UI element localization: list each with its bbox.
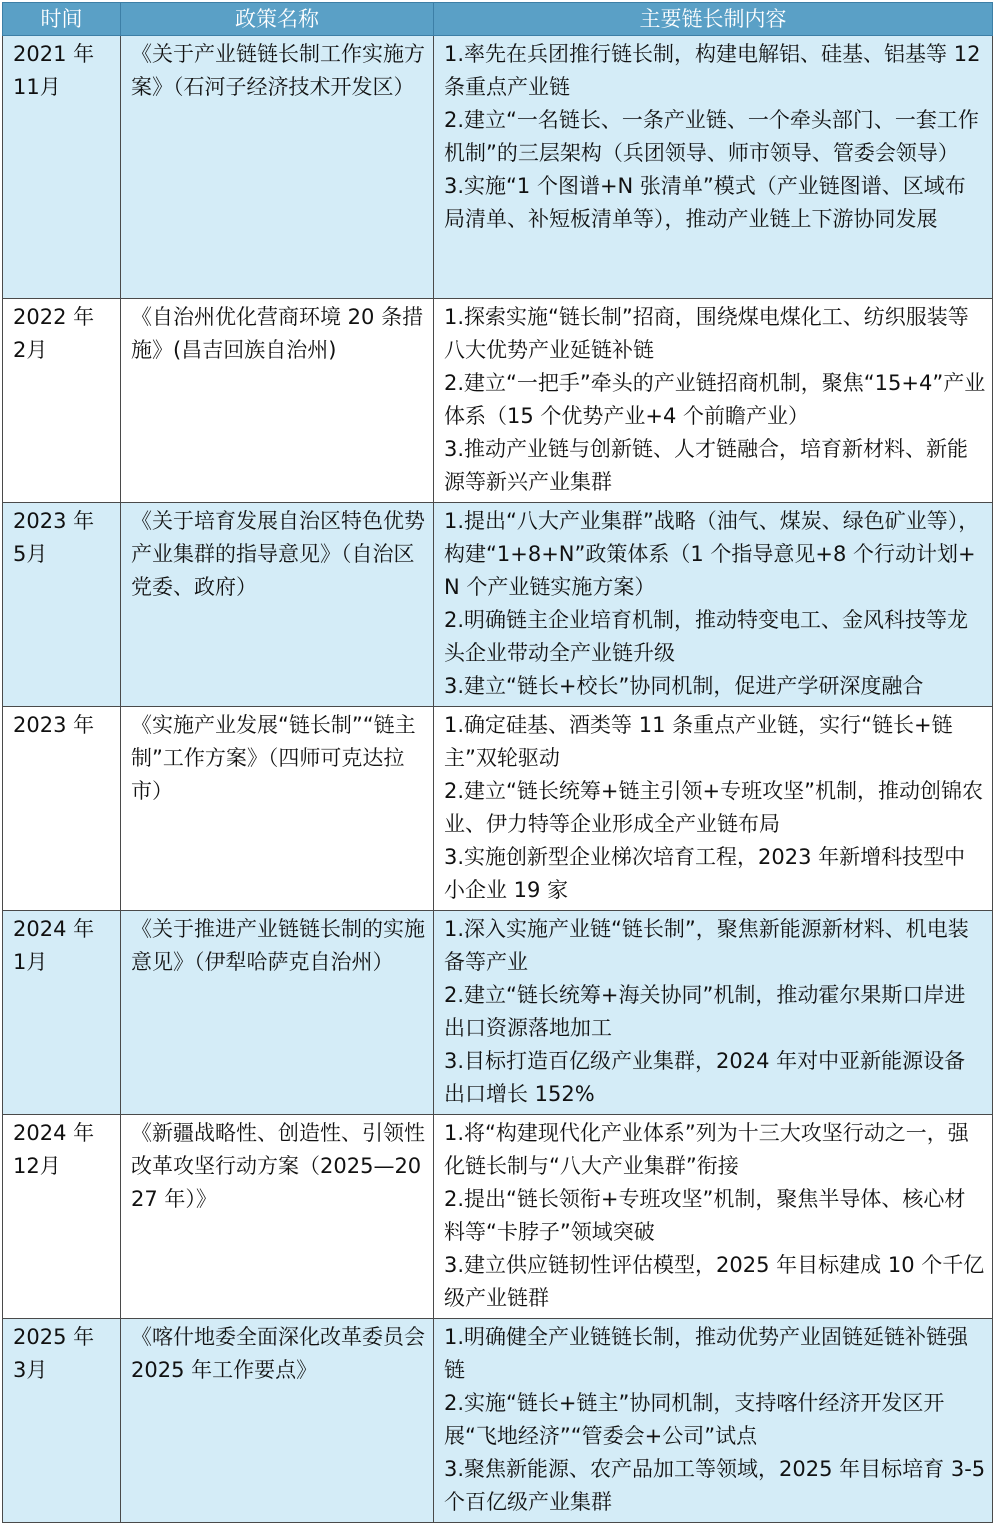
content-item: 1.确定硅基、酒类等 11 条重点产业链，实行“链长+链主”双轮驱动	[444, 713, 953, 770]
content-item: 3.实施创新型企业梯次培育工程，2023 年新增科技型中小企业 19 家	[444, 845, 966, 902]
cell-time: 2025 年 3月	[3, 1319, 121, 1523]
table-row	[3, 911, 993, 1115]
content-item: 1.将“构建现代化产业体系”列为十三大攻坚行动之一，强化链长制与“八大产业集群”衔接	[444, 1121, 969, 1178]
cell-policy-name: 《喀什地委全面深化改革委员会 2025 年工作要点》	[121, 1319, 434, 1523]
cell-content	[434, 36, 993, 299]
content-item: 1.率先在兵团推行链长制，构建电解铝、硅基、铝基等 12 条重点产业链	[444, 42, 981, 99]
table-row	[3, 36, 993, 299]
table-row	[3, 1319, 993, 1523]
cell-time: 2022 年 2月	[3, 299, 121, 503]
content-item: 1.提出“八大产业集群”战略（油气、煤炭、绿色矿业等），构建“1+8+N”政策体系（1 个指导意见+8 个行动计划+N 个产业链实施方案）	[444, 509, 980, 599]
cell-time: 2021 年 11月	[3, 36, 121, 299]
cell-content	[434, 911, 993, 1115]
content-item: 2.建立“链长统筹+海关协同”机制，推动霍尔果斯口岸进出口资源落地加工	[444, 983, 966, 1040]
policy-table	[2, 2, 993, 1523]
cell-policy-name: 《实施产业发展“链长制”“链主制”工作方案》（四师可克达拉市）	[121, 707, 434, 911]
content-item: 2.明确链主企业培育机制，推动特变电工、金风科技等龙头企业带动全产业链升级	[444, 608, 969, 665]
cell-content	[434, 1115, 993, 1319]
cell-content	[434, 707, 993, 911]
cell-time: 2023 年 5月	[3, 503, 121, 707]
cell-policy-name: 《关于培育发展自治区特色优势产业集群的指导意见》（自治区党委、政府）	[121, 503, 434, 707]
cell-policy-name: 《关于推进产业链链长制的实施意见》（伊犁哈萨克自治州）	[121, 911, 434, 1115]
content-item: 2.建立“一名链长、一条产业链、一个牵头部门、一套工作机制”的三层架构（兵团领导、师市领导、管委会领导）	[444, 108, 979, 165]
content-item: 3.推动产业链与创新链、人才链融合，培育新材料、新能源等新兴产业集群	[444, 437, 969, 494]
cell-content	[434, 1319, 993, 1523]
content-item: 3.建立供应链韧性评估模型，2025 年目标建成 10 个千亿级产业链群	[444, 1253, 985, 1310]
cell-content	[434, 299, 993, 503]
cell-content	[434, 503, 993, 707]
cell-policy-name: 《自治州优化营商环境 20 条措施》(昌吉回族自治州)	[121, 299, 434, 503]
table-row	[3, 707, 993, 911]
content-item: 3.目标打造百亿级产业集群，2024 年对中亚新能源设备出口增长 152%	[444, 1049, 966, 1106]
cell-policy-name: 《新疆战略性、创造性、引领性改革攻坚行动方案（2025—2027 年）》	[121, 1115, 434, 1319]
table-row	[3, 503, 993, 707]
content-item: 2.建立“一把手”牵头的产业链招商机制，聚焦“15+4”产业体系（15 个优势产业+4 个前瞻产业）	[444, 371, 986, 428]
content-item: 3.聚焦新能源、农产品加工等领域，2025 年目标培育 3-5 个百亿级产业集群	[444, 1457, 986, 1514]
content-item: 1.明确健全产业链链长制，推动优势产业固链延链补链强链	[444, 1325, 969, 1382]
content-item: 3.建立“链长+校长”协同机制，促进产学研深度融合	[444, 674, 924, 698]
content-item: 2.实施“链长+链主”协同机制，支持喀什经济开发区开展“飞地经济”“管委会+公司”试点	[444, 1391, 945, 1448]
cell-policy-name: 《关于产业链链长制工作实施方案》（石河子经济技术开发区）	[121, 36, 434, 299]
cell-time: 2024 年 12月	[3, 1115, 121, 1319]
content-item: 2.建立“链长统筹+链主引领+专班攻坚”机制，推动创锦农业、伊力特等企业形成全产业链布局	[444, 779, 983, 836]
header-content: 主要链长制内容	[434, 3, 993, 36]
header-time: 时间	[3, 3, 121, 36]
content-item: 1.深入实施产业链“链长制”，聚焦新能源新材料、机电装备等产业	[444, 917, 969, 974]
table-row	[3, 1115, 993, 1319]
cell-time: 2024 年 1月	[3, 911, 121, 1115]
header-policy-name: 政策名称	[121, 3, 434, 36]
table-header-row	[3, 3, 993, 36]
content-item: 3.实施“1 个图谱+N 张清单”模式（产业链图谱、区域布局清单、补短板清单等），推动产业链上下游协同发展	[444, 174, 966, 231]
table-row	[3, 299, 993, 503]
content-item: 1.探索实施“链长制”招商，围绕煤电煤化工、纺织服装等八大优势产业延链补链	[444, 305, 969, 362]
cell-time: 2023 年	[3, 707, 121, 911]
content-item: 2.提出“链长领衔+专班攻坚”机制，聚焦半导体、核心材料等“卡脖子”领域突破	[444, 1187, 966, 1244]
